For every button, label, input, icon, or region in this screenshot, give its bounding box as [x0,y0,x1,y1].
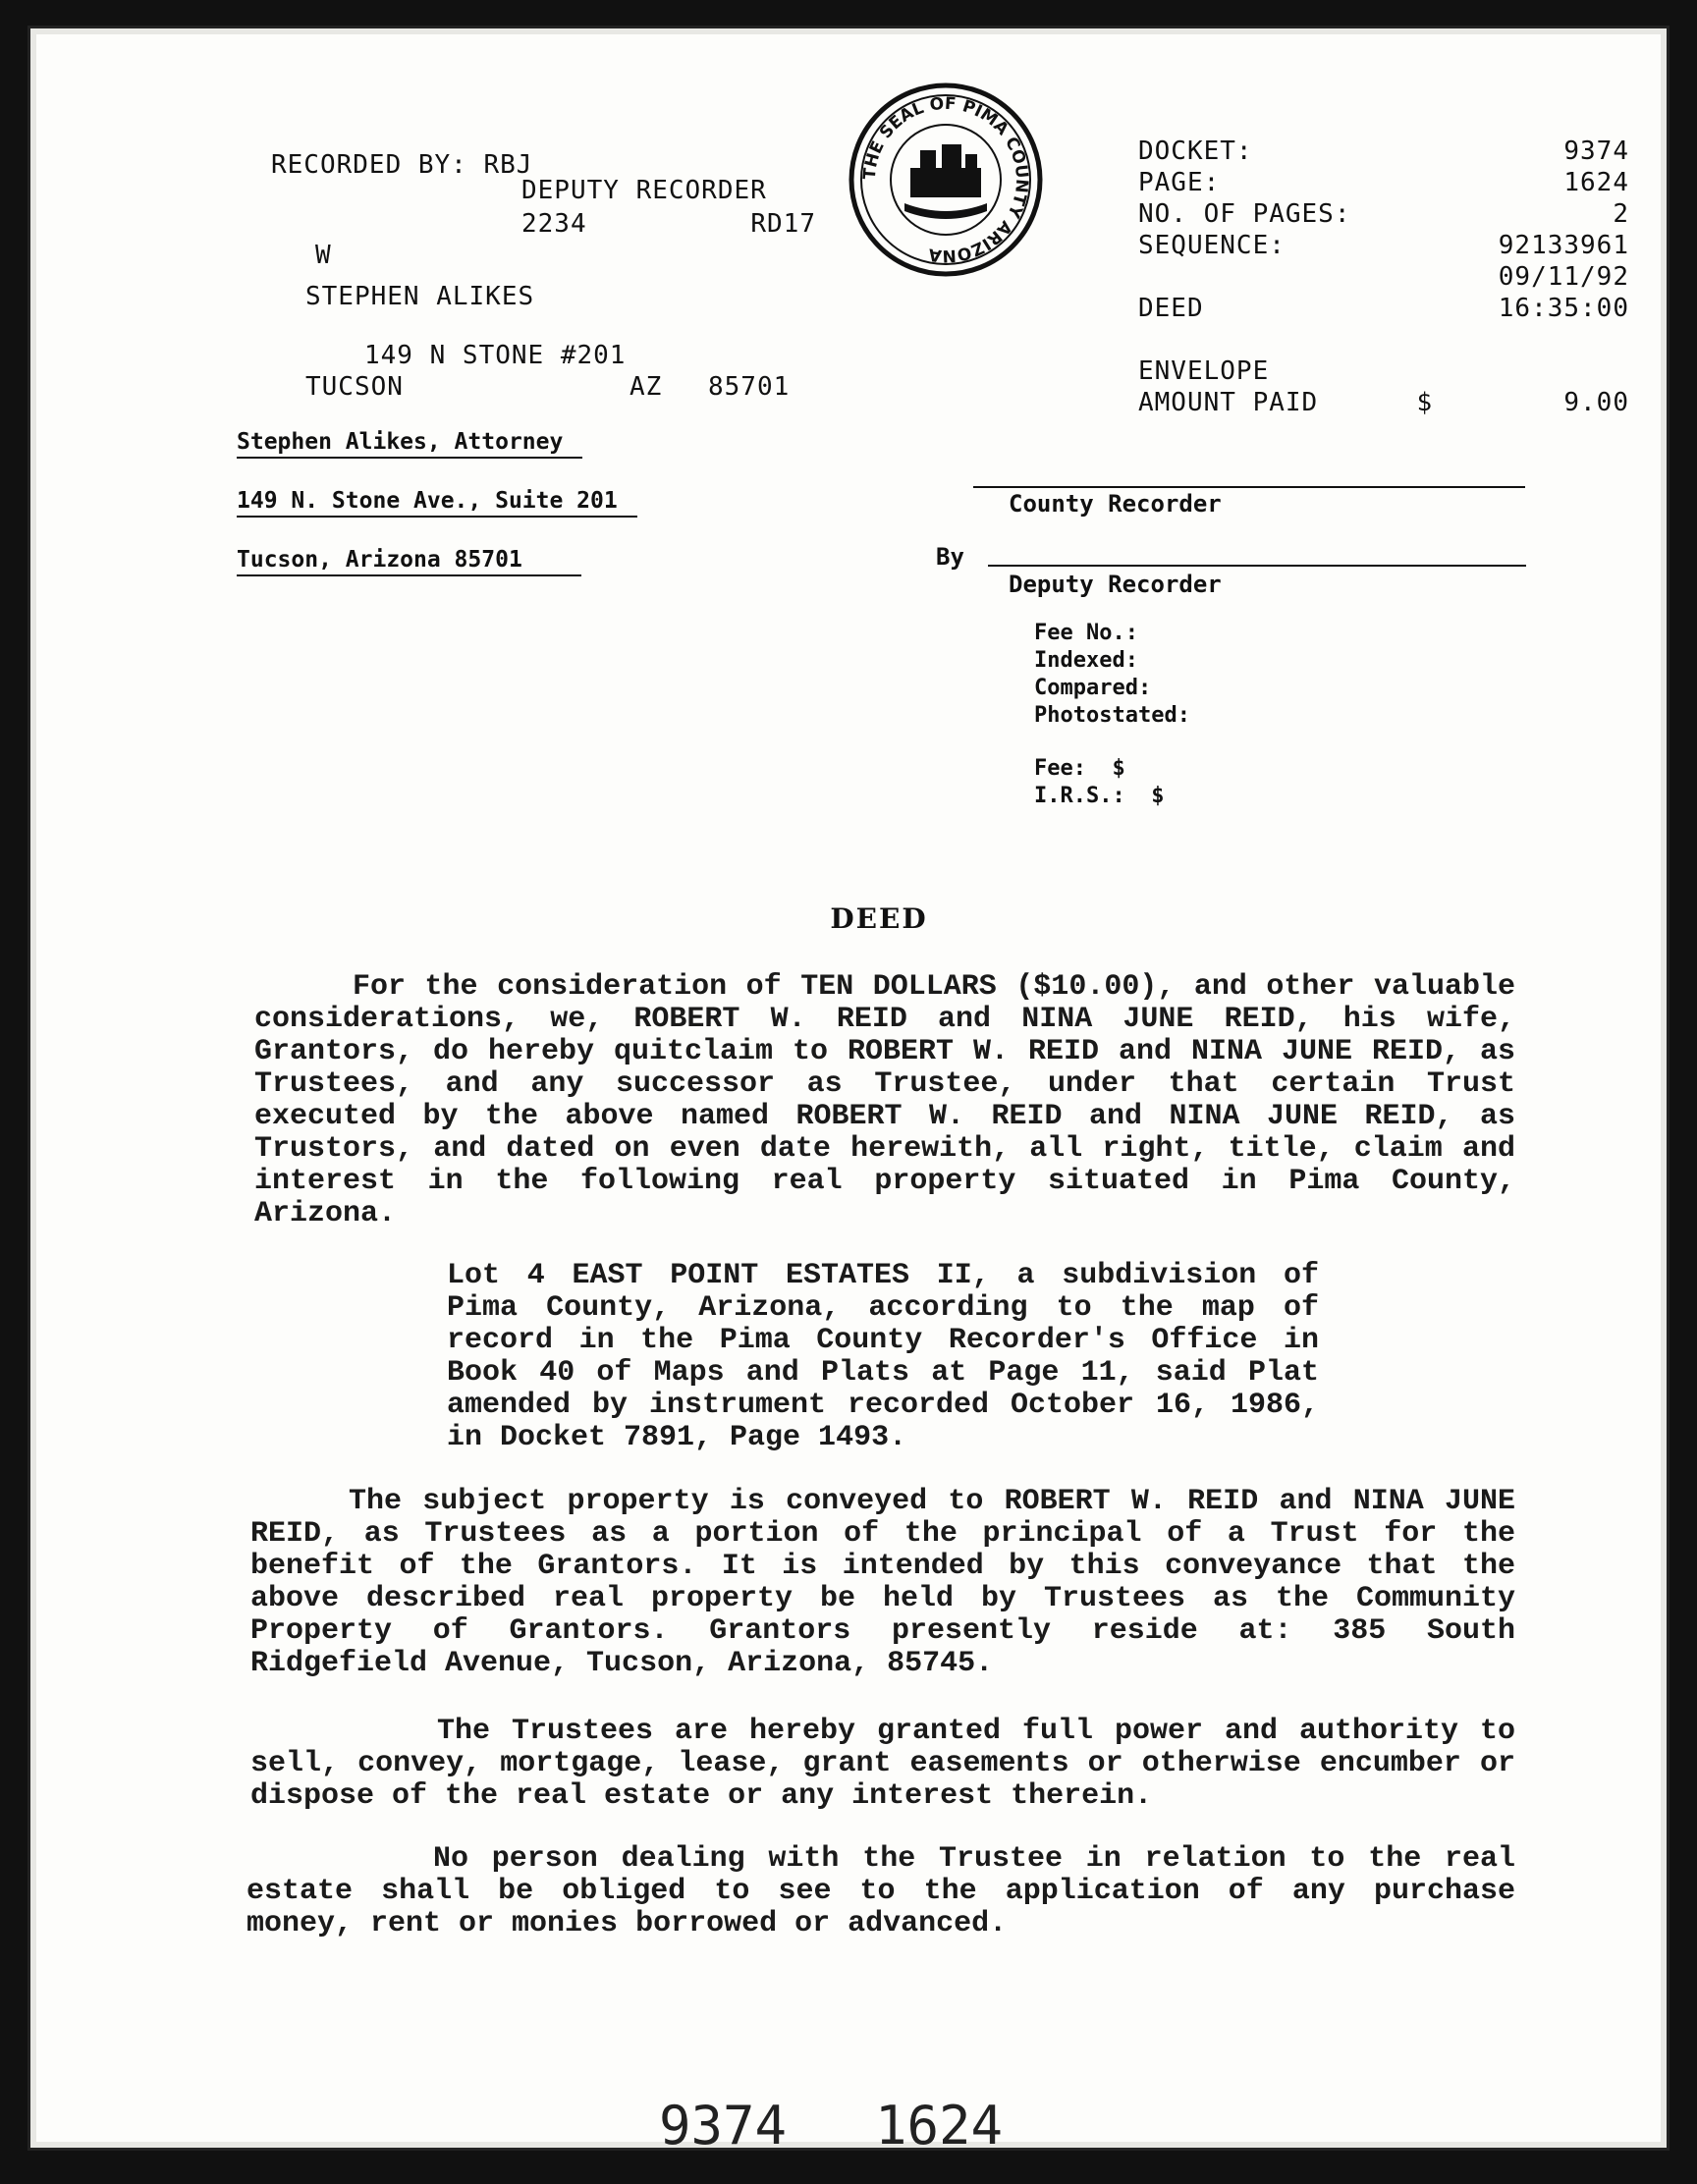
county-recorder-signature-line [973,486,1525,488]
fee-list [1034,620,1190,810]
filer-state: AZ [630,372,663,402]
footer-docket-number: 9374 [659,2095,788,2157]
docket-label: DOCKET: [1138,136,1253,166]
seal-text: THE SEAL OF PIMA COUNTY ARIZONA [859,93,1032,266]
filer-name: STEPHEN ALIKES [305,282,535,311]
fee-label: Fee: $ [1034,756,1125,781]
docket-value: $ 9.00 [1416,388,1629,417]
docket-label: SEQUENCE: [1138,231,1286,260]
docket-value: 16:35:00 [1498,294,1629,323]
recorded-by: RECORDED BY: RBJ [271,150,533,180]
deputy-recorder-signature-line [988,565,1526,567]
docket-row [1138,323,1629,355]
recorder-code-b: RD17 [750,209,816,239]
attorney-city: Tucson, Arizona 85701 [237,545,581,576]
compared-label: Compared: [1034,676,1152,700]
recorder-title: DEPUTY RECORDER [521,176,767,205]
filer-city: TUCSON [305,372,404,402]
docket-info [1138,135,1629,417]
docket-value: 2 [1613,199,1629,229]
docket-value: 1624 [1563,168,1629,197]
recorder-code-a: 2234 [521,209,587,239]
docket-label: DEED [1138,294,1204,323]
deed-title: DEED [830,902,928,935]
docket-label: NO. OF PAGES: [1138,199,1351,229]
docket-row [1138,386,1629,417]
recorder-codes [521,207,816,241]
filer-zip: 85701 [708,372,791,402]
docket-label: AMOUNT PAID [1138,388,1319,417]
docket-value: 92133961 [1498,231,1629,260]
docket-row [1138,197,1629,229]
docket-label: ENVELOPE [1138,356,1270,386]
docket-row [1138,260,1629,292]
filer-address: 149 N STONE #201 [364,341,627,370]
fee-number-label: Fee No.: [1034,621,1138,645]
deed-consideration-paragraph: For the consideration of TEN DOLLARS ($10.00), and other valuable considerations, we, ROBERT W. REID and NINA JUNE REID, his wife, Grantors, do hereby quitclaim to ROBERT W. REID and NINA JUNE REID, as Trustees, and any successor as Trustee, under that certain Trust executed by the above named ROBERT W. REID and NINA JUNE REID, as Trustors, and dated on even date herewith, all right, title, claim and interest in the following real property situated in Pima County, Arizona. [254,970,1515,1230]
conveyance-paragraph: The subject property is conveyed to ROBERT W. REID and NINA JUNE REID, as Trustees as a portion of the principal of a Trust for the benefit of the Grantors. It is intended by this conveyance that the above described real property be held by Trustees as the Community Property of Grantors. Grantors presently reside at: 385 South Ridgefield Avenue, Tucson, Arizona, 85745. [250,1485,1515,1680]
photostated-label: Photostated: [1034,703,1190,728]
docket-row [1138,292,1629,323]
indexed-label: Indexed: [1034,648,1138,673]
docket-row [1138,135,1629,166]
deputy-recorder-label: Deputy Recorder [1009,571,1222,598]
docket-row [1138,229,1629,260]
by-label: By [936,543,964,571]
docket-label: PAGE: [1138,168,1221,197]
footer-page-number: 1624 [875,2095,1004,2157]
county-seal [848,82,1044,278]
county-recorder-label: County Recorder [1009,490,1222,518]
trustee-powers-paragraph: The Trustees are hereby granted full power and authority to sell, convey, mortgage, lease, grant easements or otherwise encumber or dispose of the real estate or any interest therein. [250,1715,1515,1813]
recorder-mark: W [315,241,332,270]
third-party-paragraph: No person dealing with the Trustee in relation to the real estate shall be obliged to see to the application of any purchase money, rent or monies borrowed or advanced. [246,1842,1515,1940]
attorney-name: Stephen Alikes, Attorney [237,427,582,459]
docket-value: 09/11/92 [1498,262,1629,292]
irs-label: I.R.S.: $ [1034,784,1165,808]
legal-description: Lot 4 EAST POINT ESTATES II, a subdivision of Pima County, Arizona, according to the map of record in the Pima County Recorder's Office in Book 40 of Maps and Plats at Page 11, said Plat amended by instrument recorded October 16, 1986, in Docket 7891, Page 1493. [447,1259,1319,1454]
docket-row [1138,166,1629,197]
docket-value: 9374 [1563,136,1629,166]
docket-row [1138,355,1629,386]
filer-city-line [305,370,846,404]
attorney-address: 149 N. Stone Ave., Suite 201 [237,486,637,518]
document-page [27,26,1670,2157]
